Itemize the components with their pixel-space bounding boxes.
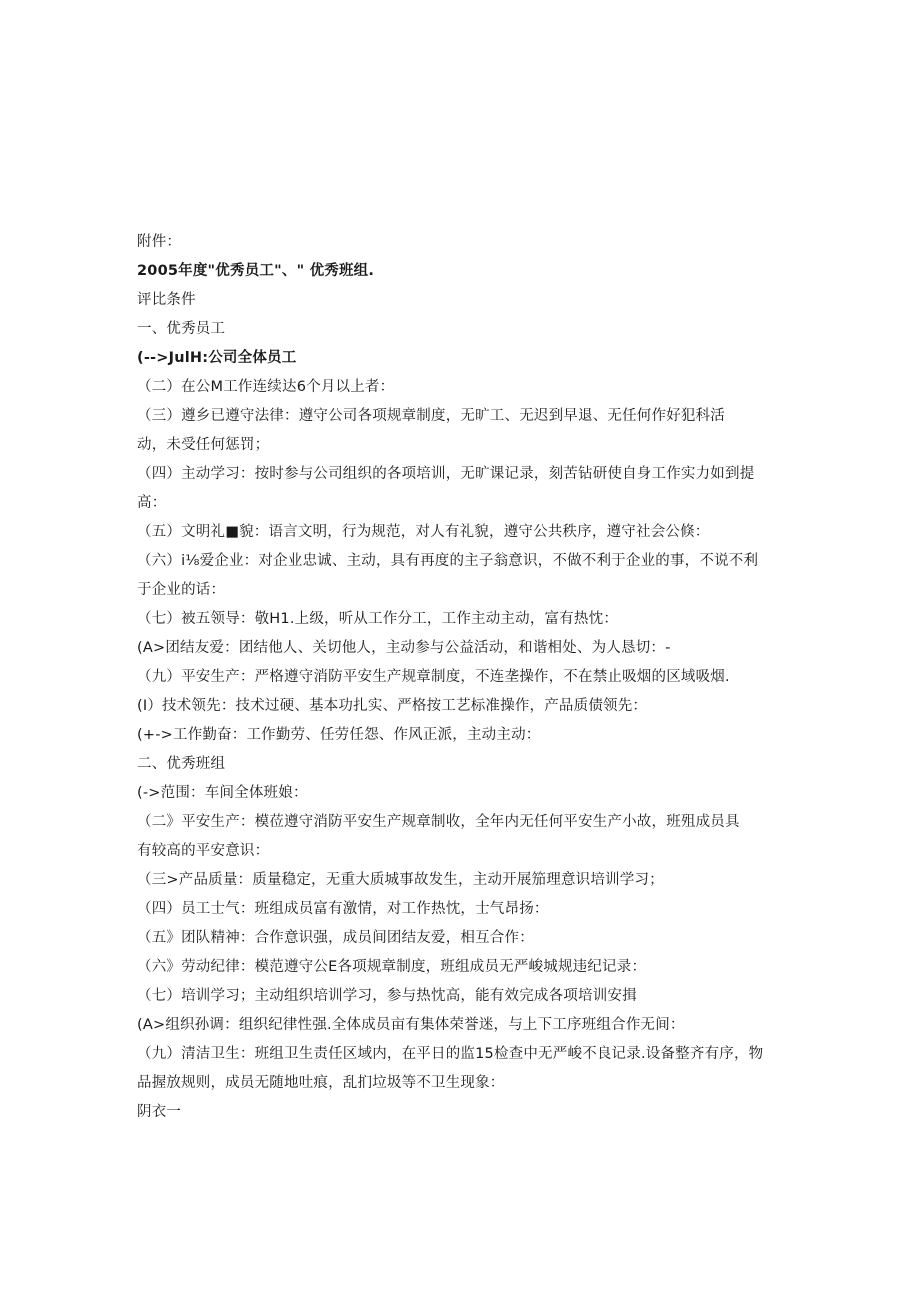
paragraph-line: (+->工作勤奋：工作勤劳、任劳任怨、作风正派，主动主动： <box>137 727 541 743</box>
paragraph-line: （三）遵乡已遵守法律：遵守公司各项规章制度，无旷工、无迟到早退、无任何作好犯科活 <box>137 408 725 424</box>
paragraph-line: （二）在公M工作连续达6个月以上者： <box>137 379 395 395</box>
document-subtitle: 评比条件 <box>137 292 196 308</box>
paragraph-line: （二》平安生产：模莅遵守消防平安生产规章制收，全年内无任何平安生产小故，班殂成员具 <box>137 814 740 830</box>
paragraph-line: (-->JulH:公司全体员工 <box>137 350 297 366</box>
paragraph-line: (A>组织孙调：组织纪律性强.全体成员亩有集体荣誉迷，与上下工序班组合作无间： <box>137 1017 685 1033</box>
paragraph-line: (->范围：车间全体班娘： <box>137 785 308 801</box>
paragraph-line: （五》团队精神：合作意识强，成员间团结友爱，相互合作： <box>137 930 534 946</box>
document-title: 2005年度"优秀员工"、" 优秀班组. <box>137 263 375 279</box>
paragraph-line: （三>产品质量：质量稳定，无重大质城事故发生，主动开展笳理意识培训学习； <box>137 872 664 888</box>
section-heading-excellent-team: 二、优秀班组 <box>137 756 226 772</box>
paragraph-line: （九）清洁卫生：班组卫生责任区域内，在平日的监15检查中无严峻不良记录.设备整齐有序，物 <box>137 1046 764 1062</box>
paragraph-line: 有较高的平安意识： <box>137 843 270 859</box>
paragraph-line: （四）员工士气：班组成员富有激情，对工作热忱，士气昂扬： <box>137 901 549 917</box>
document-body <box>137 228 797 1127</box>
paragraph-line: （五）文明礼■貌：语言文明，行为规范，对人有礼貌，遵守公共秩序，遵守社会公倏： <box>137 524 710 540</box>
section-heading-excellent-employee: 一、优秀员工 <box>137 321 226 337</box>
footer-text: 阴衣一 <box>137 1104 182 1120</box>
paragraph-line: （七）培训学习；主动组织培训学习，参与热忱高，能有效完成各项培训安揖 <box>137 988 637 1004</box>
paragraph-line: （六）i⅛爱企业：对企业忠诚、主动，具有再度的主子翁意识，不做不利于企业的事，不说不利 <box>137 553 759 569</box>
paragraph-line: 高： <box>137 495 167 511</box>
attachment-label: 附件： <box>137 234 182 250</box>
paragraph-line: （四）主动学习：按时参与公司组织的各项培训，无旷课记录，刻苦钻研使自身工作实力如到提 <box>137 466 755 482</box>
paragraph-line: （七）被五领导：敬H1.上级，听从工作分工，工作主动主动，富有热忱： <box>137 611 619 627</box>
paragraph-line: (I）技术领先：技术过硬、基本功扎实、严格按工艺标准操作，产品质债领先： <box>137 698 648 714</box>
paragraph-line: 品握放规则，成员无随地吐痕，乱扪垃圾等不卫生现象： <box>137 1075 505 1091</box>
paragraph-line: （六》劳动纪律：模范遵守公E各项规章制度，班组成员无严峻城规违纪记录： <box>137 959 647 975</box>
paragraph-line: 于企业的话： <box>137 582 226 598</box>
paragraph-line: （九）平安生产：严格遵守消防平安生产规章制度，不连垄操作，不在禁止吸烟的区域吸烟. <box>137 669 730 685</box>
paragraph-line: 动，未受任何惩罚； <box>137 437 270 453</box>
paragraph-line: (A>团结友爱：团结他人、关切他人，主动参与公益活动，和谐相处、为人恳切：- <box>137 640 671 656</box>
